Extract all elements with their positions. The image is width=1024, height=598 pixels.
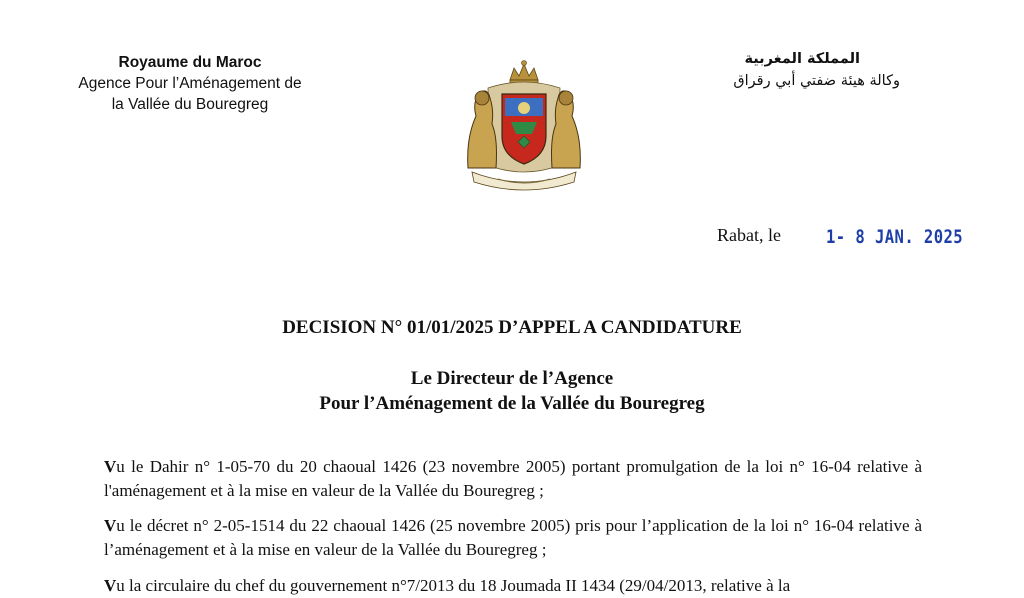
agency-name-fr-line1: Agence Pour l’Aménagement de [78, 75, 302, 92]
agency-name-ar: وكالة هيئة ضفتي أبي رقراق [733, 73, 900, 89]
royal-coat-of-arms-icon [458, 58, 590, 194]
considerant-paragraph [104, 574, 922, 598]
date-place-label: Rabat, le [717, 225, 781, 245]
considerant-paragraph [104, 455, 922, 503]
kingdom-name-fr: Royaume du Maroc [118, 54, 262, 71]
paragraph-lead-letter: V [104, 457, 117, 476]
agency-name-fr-line2: la Vallée du Bouregreg [111, 96, 269, 113]
director-heading-line1: Le Directeur de l’Agence [410, 368, 614, 389]
paragraph-lead-letter: V [104, 576, 117, 595]
header-right [700, 48, 900, 92]
header-left [60, 52, 320, 115]
paragraph-lead-letter: V [104, 516, 117, 535]
considerant-paragraph [104, 514, 922, 562]
date-stamp: 1- 8 JAN. 2025 [826, 226, 964, 248]
paragraph-text: u le décret n° 2-05-1514 du 22 chaoual 1426 (25 novembre 2005) pris pour l’application de la loi n° 16-04 relative à l’aménagement et à la mise en valeur de la Vallée du Bouregreg ; [104, 516, 922, 559]
director-heading-line2: Pour l’Aménagement de la Vallée du Bouregreg [319, 393, 705, 414]
decision-title: DECISION N° 01/01/2025 D’APPEL A CANDIDATURE [282, 317, 742, 338]
kingdom-name-ar: المملكة المغربية [744, 51, 860, 67]
paragraph-text: u la circulaire du chef du gouvernement n°7/2013 du 18 Joumada II 1434 (29/04/2013, relative à la [116, 576, 791, 595]
director-heading [0, 366, 1024, 416]
paragraph-text: u le Dahir n° 1-05-70 du 20 chaoual 1426 (23 novembre 2005) portant promulgation de la loi n° 16-04 relative à l'aménagement et à la mise en valeur de la Vallée du Bouregreg ; [104, 457, 922, 500]
